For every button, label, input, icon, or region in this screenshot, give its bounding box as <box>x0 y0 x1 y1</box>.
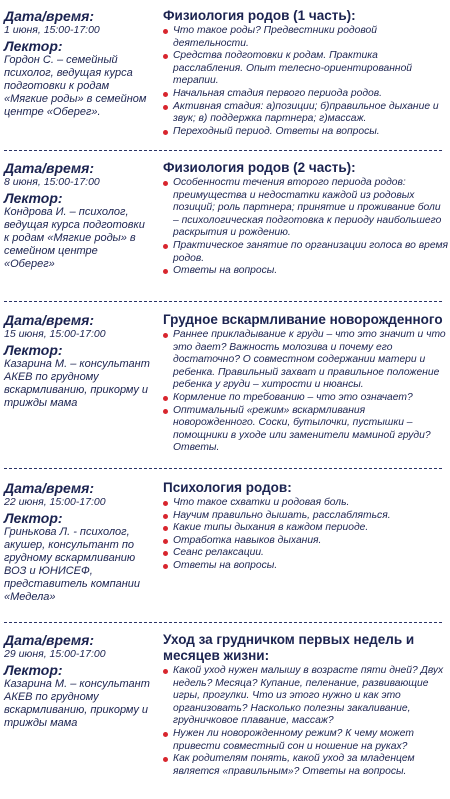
topic-item: Особенности течения второго периода родов: преимущества и недостатки каждой из родовых позиций; роль партнера; принятие и проживание боли – психологическая подготовка к периоду наибольшего раскрытия и рождению. <box>163 177 449 240</box>
topic-item: Кормление по требованию – что это означает? <box>163 392 449 405</box>
lecture-info <box>4 312 150 410</box>
lecturer-text: Гринькова Л. - психолог, акушер, консультант по грудному вскармливанию ВОЗ и ЮНИСЕФ, представитель компании «Медела» <box>4 526 141 603</box>
topic-item: Что такое роды? Предвестники родовой деятельности. <box>163 25 449 50</box>
date-value: 8 июня, 15:00-17:00 <box>4 176 100 188</box>
topic-item: Начальная стадия первого периода родов. <box>163 88 449 101</box>
topic-item: Какой уход нужен малышу в возрасте пяти дней? Двух недель? Месяца? Купание, пеленание, развивающие игры, прогулки. Что из этого нужно и как это организовать? Насколько полезны закаливание, грудничковое плавание, массаж? <box>163 665 449 728</box>
lecture-content <box>163 480 449 573</box>
topic-item: Сеанс релаксации. <box>163 547 449 560</box>
topic-item: Оптимальный «режим» вскармливания новорожденного. Соски, бутылочки, пустышки – помощники в уходе или заменители маминой груди? Ответы. <box>163 405 449 455</box>
lecture-title: Уход за грудничком первых недель и месяцев жизни: <box>163 632 415 663</box>
lecture-info <box>4 160 150 271</box>
topic-item: Активная стадия: а)позиции; б)правильное дыхание и звук; в) поддержка партнера; г)массаж. <box>163 101 449 126</box>
lecturer-label: Лектор: <box>4 662 63 678</box>
section-divider <box>4 301 442 302</box>
topic-item: Ответы на вопросы. <box>163 265 449 278</box>
topic-item: Нужен ли новорожденному режим? К чему может привести совместный сон и ношение на руках? <box>163 728 449 753</box>
topic-item: Ответы на вопросы. <box>163 560 449 573</box>
section-divider <box>4 150 442 151</box>
topic-item: Переходный период. Ответы на вопросы. <box>163 126 449 139</box>
topic-list <box>163 177 449 278</box>
lecture-title: Физиология родов (2 часть): <box>163 160 356 175</box>
lecturer-label: Лектор: <box>4 510 63 526</box>
topic-list <box>163 497 449 573</box>
topic-list <box>163 329 449 455</box>
date-label: Дата/время: <box>4 160 95 176</box>
lecture-info <box>4 632 150 730</box>
section-divider <box>4 468 442 469</box>
lecturer-label: Лектор: <box>4 342 63 358</box>
section-divider <box>4 622 442 623</box>
topic-list <box>163 665 449 778</box>
lecturer-label: Лектор: <box>4 190 63 206</box>
lecture-title: Физиология родов (1 часть): <box>163 8 356 23</box>
lecturer-label: Лектор: <box>4 38 63 54</box>
lecturer-text: Гордон С. – семейный психолог, ведущая курса подготовки к родам «Мягкие роды» в семейном центре «Оберег». <box>4 54 147 118</box>
topic-list <box>163 25 449 138</box>
date-label: Дата/время: <box>4 312 95 328</box>
date-label: Дата/время: <box>4 8 95 24</box>
lecturer-text: Кондрова И. – психолог, ведущая курса подготовки к родам «Мягкие роды» в семейном центре «Оберег» <box>4 206 145 270</box>
lecturer-text: Казарина М. – консультант АКЕВ по грудному вскармливанию, прикорму и трижды мама <box>4 678 150 729</box>
lecture-content <box>163 632 449 778</box>
topic-item: Научим правильно дышать, расслабляться. <box>163 510 449 523</box>
lecture-title: Психология родов: <box>163 480 292 495</box>
lecture-content <box>163 312 449 455</box>
date-value: 1 июня, 15:00-17:00 <box>4 24 100 36</box>
lecture-content <box>163 8 449 138</box>
date-label: Дата/время: <box>4 632 95 648</box>
topic-item: Отработка навыков дыхания. <box>163 535 449 548</box>
lecture-info <box>4 8 150 119</box>
date-label: Дата/время: <box>4 480 95 496</box>
topic-item: Средства подготовки к родам. Практика расслабления. Опыт телесно-ориентированной терапии. <box>163 50 449 88</box>
lecture-content <box>163 160 449 278</box>
lecture-info <box>4 480 150 604</box>
date-value: 22 июня, 15:00-17:00 <box>4 496 106 508</box>
lecturer-text: Казарина М. – консультант АКЕВ по грудному вскармливанию, прикорму и трижды мама <box>4 358 150 409</box>
topic-item: Как родителям понять, какой уход за младенцем является «правильным»? Ответы на вопросы. <box>163 753 449 778</box>
topic-item: Практическое занятие по организации голоса во время родов. <box>163 240 449 265</box>
topic-item: Какие типы дыхания в каждом периоде. <box>163 522 449 535</box>
date-value: 15 июня, 15:00-17:00 <box>4 328 106 340</box>
date-value: 29 июня, 15:00-17:00 <box>4 648 106 660</box>
lecture-title: Грудное вскармливание новорожденного <box>163 312 443 327</box>
topic-item: Что такое схватки и родовая боль. <box>163 497 449 510</box>
topic-item: Раннее прикладывание к груди – что это значит и что это дает? Важность молозива и почему его достаточно? О совместном содержании матери и ребенка. Правильный захват и правильное положение ребенка у груди – хитрости и нюансы. <box>163 329 449 392</box>
